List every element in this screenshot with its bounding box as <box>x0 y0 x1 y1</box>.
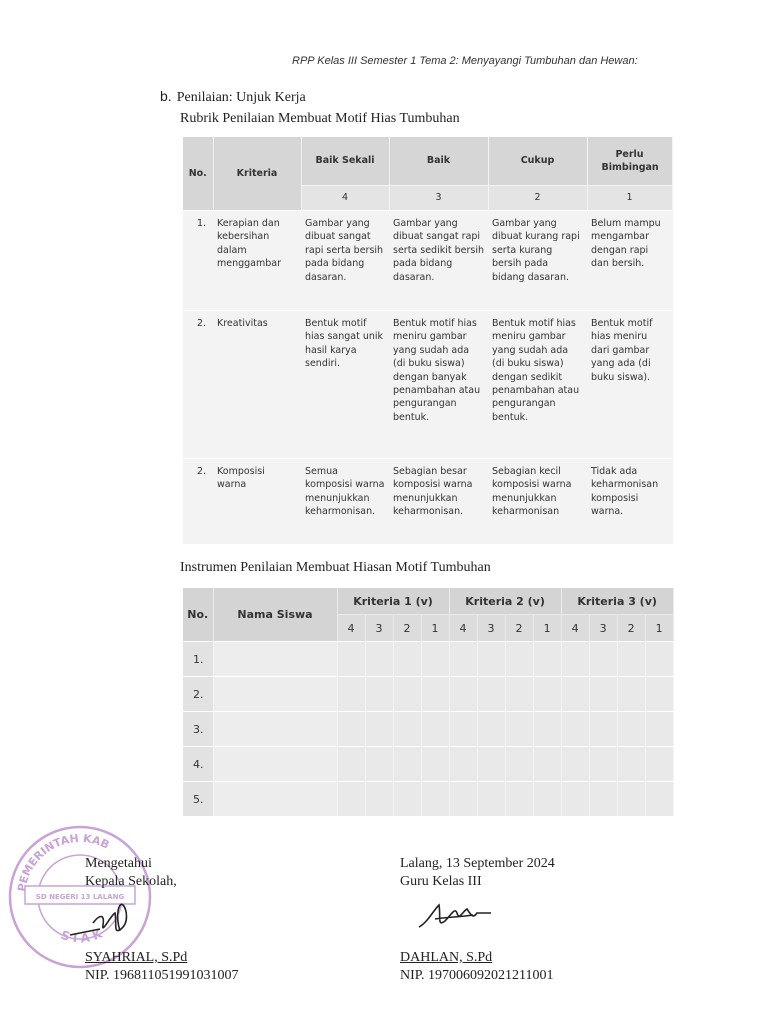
sign-left-line2: Kepala Sekolah, <box>85 874 177 889</box>
rubric-cell: Bentuk motif hias meniru gambar yang sudah ada (di buku siswa) dengan sedikit penambahan atau pengurangan bentuk. <box>488 311 587 459</box>
score-cell[interactable] <box>393 747 421 782</box>
table-row <box>183 782 673 817</box>
rubric-row-kriteria: Komposisi warna <box>213 459 301 544</box>
rubric-header-no: No. <box>183 137 213 211</box>
student-no: 5. <box>183 782 213 817</box>
rubric-cell: Belum mampu mengambar dengan rapi dan bersih. <box>587 211 672 311</box>
principal-name: SYAHRIAL, S.Pd <box>85 950 188 965</box>
stamp-inner-text: SD NEGERI 13 LALANG <box>35 893 125 901</box>
score-cell[interactable] <box>533 677 561 712</box>
score-cell[interactable] <box>533 782 561 817</box>
rubric-score: 4 <box>301 186 389 211</box>
score-cell[interactable] <box>505 712 533 747</box>
rubric-score: 3 <box>389 186 488 211</box>
instrument-score: 3 <box>589 615 617 642</box>
score-cell[interactable] <box>337 782 365 817</box>
rubric-cell: Bentuk motif hias meniru dari gambar yang ada (di buku siswa). <box>587 311 672 459</box>
score-cell[interactable] <box>393 677 421 712</box>
rubric-title: Rubrik Penilaian Membuat Motif Hias Tumbuhan <box>180 111 460 126</box>
score-cell[interactable] <box>421 747 449 782</box>
instrument-score: 4 <box>561 615 589 642</box>
stamp-arc-text: PEMERINTAH KAB <box>15 831 112 893</box>
instrument-score: 1 <box>421 615 449 642</box>
rubric-row-kriteria: Kerapian dan kebersihan dalam menggambar <box>213 211 301 311</box>
student-name-cell[interactable] <box>213 782 337 817</box>
score-cell[interactable] <box>533 747 561 782</box>
score-cell[interactable] <box>365 782 393 817</box>
instrument-header-kriteria: Kriteria 2 (v) <box>449 588 561 615</box>
rubric-row <box>183 211 672 311</box>
student-name-cell[interactable] <box>213 712 337 747</box>
score-cell[interactable] <box>505 747 533 782</box>
rubric-cell: Tidak ada keharmonisan komposisi warna. <box>587 459 672 544</box>
score-cell[interactable] <box>505 782 533 817</box>
score-cell[interactable] <box>449 712 477 747</box>
instrument-header-nama: Nama Siswa <box>213 588 337 642</box>
score-cell[interactable] <box>533 712 561 747</box>
score-cell[interactable] <box>393 712 421 747</box>
section-letter: b. <box>160 88 172 104</box>
sign-left-line1: Mengetahui <box>85 856 152 871</box>
student-name-cell[interactable] <box>213 642 337 677</box>
score-cell[interactable] <box>617 677 645 712</box>
score-cell[interactable] <box>561 712 589 747</box>
sign-right-line1: Lalang, 13 September 2024 <box>400 856 555 871</box>
score-cell[interactable] <box>337 712 365 747</box>
score-cell[interactable] <box>477 712 505 747</box>
rubric-cell: Gambar yang dibuat sangat rapi serta sedikit bersih pada bidang dasaran. <box>389 211 488 311</box>
teacher-nip: NIP. 197006092021211001 <box>400 968 554 983</box>
score-cell[interactable] <box>365 677 393 712</box>
rubric-cell: Sebagian kecil komposisi warna menunjukkan keharmonisan <box>488 459 587 544</box>
instrument-score: 2 <box>393 615 421 642</box>
rubric-header-level: Baik Sekali <box>301 137 389 186</box>
rubric-row <box>183 311 672 459</box>
instrument-table <box>183 588 674 816</box>
score-cell[interactable] <box>589 747 617 782</box>
score-cell[interactable] <box>617 782 645 817</box>
score-cell[interactable] <box>477 677 505 712</box>
score-cell[interactable] <box>561 782 589 817</box>
instrument-score: 3 <box>477 615 505 642</box>
student-name-cell[interactable] <box>213 747 337 782</box>
score-cell[interactable] <box>421 677 449 712</box>
instrument-header-no: No. <box>183 588 213 642</box>
student-no: 2. <box>183 677 213 712</box>
score-cell[interactable] <box>589 712 617 747</box>
instrument-body <box>183 642 673 817</box>
rubric-cell: Bentuk motif hias sangat unik hasil karya sendiri. <box>301 311 389 459</box>
rubric-header-level: Baik <box>389 137 488 186</box>
teacher-name: DAHLAN, S.Pd <box>400 950 493 965</box>
score-cell[interactable] <box>421 642 449 677</box>
principal-nip: NIP. 196811051991031007 <box>85 968 239 983</box>
student-no: 3. <box>183 712 213 747</box>
stamp-bottom-text: S I A K <box>59 926 105 946</box>
score-cell[interactable] <box>393 782 421 817</box>
rubric-row-no: 2. <box>183 459 213 544</box>
rubric-row-kriteria: Kreativitas <box>213 311 301 459</box>
rubric-header-level: Perlu Bimbingan <box>587 137 672 186</box>
instrument-score: 1 <box>533 615 561 642</box>
student-no: 4. <box>183 747 213 782</box>
score-cell[interactable] <box>421 782 449 817</box>
score-cell[interactable] <box>589 782 617 817</box>
instrument-score: 1 <box>645 615 673 642</box>
rubric-row <box>183 459 672 544</box>
instrument-header-kriteria: Kriteria 3 (v) <box>561 588 673 615</box>
signature-teacher <box>415 893 505 938</box>
score-cell[interactable] <box>449 747 477 782</box>
rubric-row-no: 1. <box>183 211 213 311</box>
score-cell[interactable] <box>645 782 673 817</box>
score-cell[interactable] <box>505 677 533 712</box>
score-cell[interactable] <box>561 747 589 782</box>
student-name-cell[interactable] <box>213 677 337 712</box>
instrument-score: 4 <box>449 615 477 642</box>
table-row <box>183 712 673 747</box>
rubric-cell: Semua komposisi warna menunjukkan keharmonisan. <box>301 459 389 544</box>
sign-right-line2: Guru Kelas III <box>400 874 482 889</box>
table-row <box>183 642 673 677</box>
score-cell[interactable] <box>645 642 673 677</box>
score-cell[interactable] <box>337 642 365 677</box>
rubric-cell: Gambar yang dibuat kurang rapi serta kurang bersih pada bidang dasaran. <box>488 211 587 311</box>
rubric-header-level: Cukup <box>488 137 587 186</box>
rubric-cell: Gambar yang dibuat sangat rapi serta bersih pada bidang dasaran. <box>301 211 389 311</box>
score-cell[interactable] <box>477 782 505 817</box>
score-cell[interactable] <box>645 747 673 782</box>
student-no: 1. <box>183 642 213 677</box>
table-row <box>183 747 673 782</box>
rubric-cell: Sebagian besar komposisi warna menunjukkan keharmonisan. <box>389 459 488 544</box>
score-cell[interactable] <box>589 677 617 712</box>
rubric-score: 2 <box>488 186 587 211</box>
score-cell[interactable] <box>617 712 645 747</box>
score-cell[interactable] <box>337 677 365 712</box>
score-cell[interactable] <box>449 642 477 677</box>
score-cell[interactable] <box>449 782 477 817</box>
instrument-header-kriteria: Kriteria 1 (v) <box>337 588 449 615</box>
score-cell[interactable] <box>477 747 505 782</box>
rubric-score: 1 <box>587 186 672 211</box>
instrument-title: Instrumen Penilaian Membuat Hiasan Motif Tumbuhan <box>180 560 491 575</box>
score-cell[interactable] <box>589 642 617 677</box>
score-cell[interactable] <box>561 642 589 677</box>
score-cell[interactable] <box>393 642 421 677</box>
table-row <box>183 677 673 712</box>
signature-principal <box>65 895 155 945</box>
section-text: Penilaian: Unjuk Kerja <box>176 90 306 105</box>
instrument-score: 2 <box>505 615 533 642</box>
score-cell[interactable] <box>561 677 589 712</box>
section-heading <box>160 88 306 106</box>
document-header: RPP Kelas III Semester 1 Tema 2: Menyayangi Tumbuhan dan Hewan: <box>292 55 638 67</box>
score-cell[interactable] <box>365 712 393 747</box>
instrument-score: 2 <box>617 615 645 642</box>
score-cell[interactable] <box>449 677 477 712</box>
rubric-header-kriteria: Kriteria <box>213 137 301 211</box>
instrument-score: 4 <box>337 615 365 642</box>
rubric-row-no: 2. <box>183 311 213 459</box>
score-cell[interactable] <box>617 747 645 782</box>
score-cell[interactable] <box>645 677 673 712</box>
rubric-table <box>183 137 673 544</box>
score-cell[interactable] <box>533 642 561 677</box>
instrument-score: 3 <box>365 615 393 642</box>
score-cell[interactable] <box>645 712 673 747</box>
score-cell[interactable] <box>505 642 533 677</box>
score-cell[interactable] <box>421 712 449 747</box>
rubric-cell: Bentuk motif hias meniru gambar yang sudah ada (di buku siswa) dengan banyak penambahan atau pengurangan bentuk. <box>389 311 488 459</box>
score-cell[interactable] <box>337 747 365 782</box>
score-cell[interactable] <box>617 642 645 677</box>
score-cell[interactable] <box>365 747 393 782</box>
score-cell[interactable] <box>365 642 393 677</box>
score-cell[interactable] <box>477 642 505 677</box>
